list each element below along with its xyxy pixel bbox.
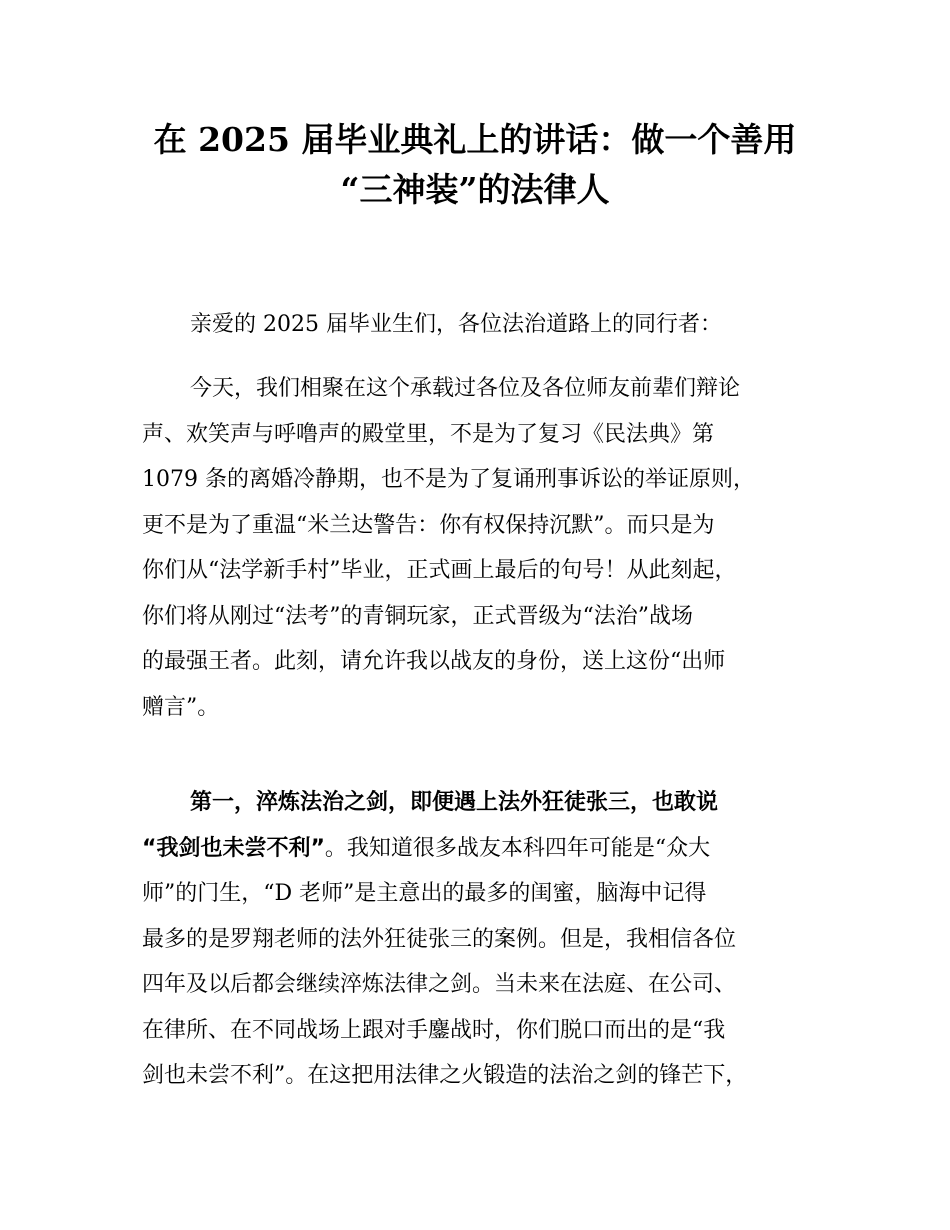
salutation-text: 亲爱的 2025 届毕业生们，各位法治道路上的同行者： [190,312,722,337]
title-line-1: 在 2025 届毕业典礼上的讲话：做一个善用 [153,120,797,159]
section-heading-line-2: “我剑也未尝不利” [142,835,325,861]
paragraph-1 [142,366,822,730]
paragraph-line: 今天，我们相聚在这个承载过各位及各位师友前辈们辩论 [190,376,741,401]
paragraph-line: 剑也未尝不利”。在这把用法律之火锻造的法治之剑的锋芒下， [142,1063,748,1088]
paragraph-line: 赠言”。 [142,694,220,720]
salutation [142,302,822,348]
paragraph-line: 你们从“法学新手村”毕业，正式画上最后的句号！从此刻起， [142,558,737,583]
paragraph-line: 更不是为了重温“米兰达警告：你有权保持沉默”。而只是为 [142,512,715,538]
document-title [100,115,850,215]
paragraph-line: 在律所、在不同战场上跟对手鏖战时，你们脱口而出的是“我 [142,1017,726,1043]
paragraph-line: 1079 条的离婚冷静期，也不是为了复诵刑事诉讼的举证原则， [142,467,755,492]
paragraph-line: 你们将从刚过“法考”的青铜玩家，正式晋级为“法治”战场 [142,603,693,629]
paragraph-line: 的最强王者。此刻，请允许我以战友的身份，送上这份“出师 [142,649,726,674]
paragraph-line: 四年及以后都会继续淬炼法律之剑。当未来在法庭、在公司、 [142,972,737,997]
paragraph-line: 声、欢笑声与呼噜声的殿堂里，不是为了复习《民法典》第 [142,421,715,447]
paragraph-line: 最多的是罗翔老师的法外狂徒张三的案例。但是，我相信各位 [142,926,737,952]
section-heading-line-1: 第一，淬炼法治之剑，即便遇上法外狂徒张三，也敢说 [190,790,719,815]
paragraph-2 [142,780,822,1099]
paragraph-line: 师”的门生，“D 老师”是主意出的最多的闺蜜，脑海中记得 [142,881,707,906]
title-line-2: “三神装”的法律人 [340,170,610,209]
paragraph-line-continuation: 。我知道很多战友本科四年可能是“众大 [324,835,711,861]
